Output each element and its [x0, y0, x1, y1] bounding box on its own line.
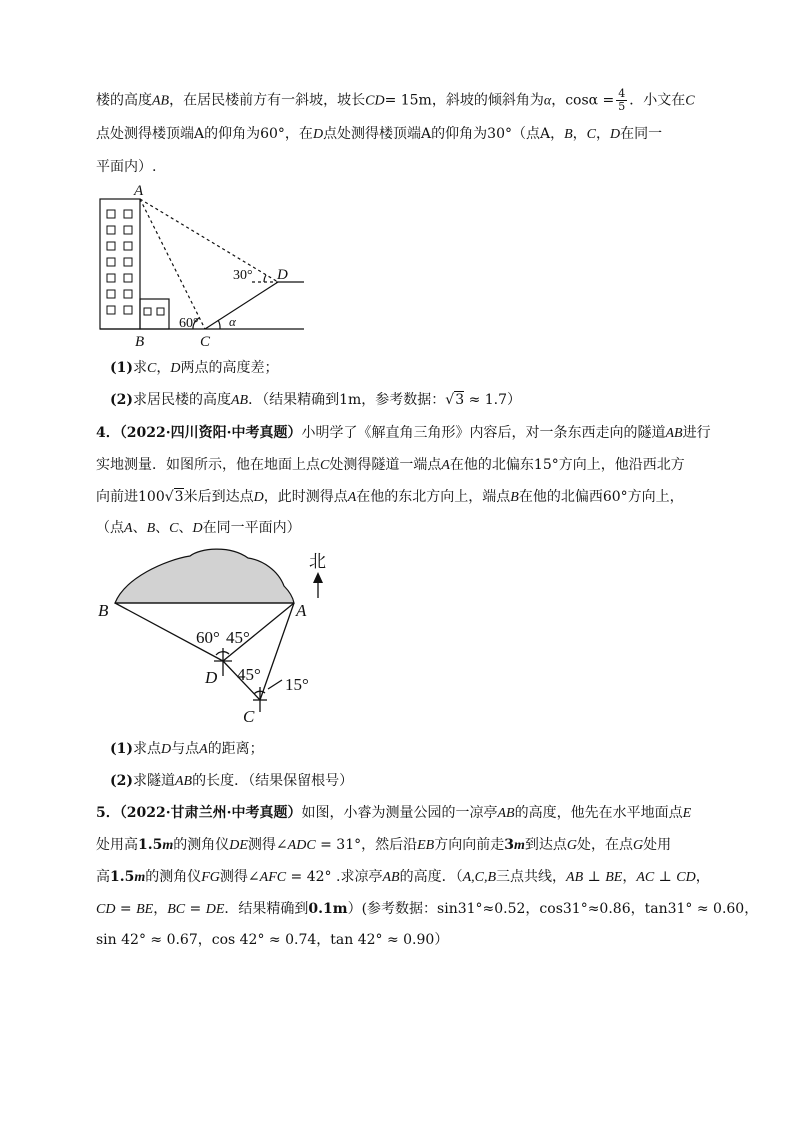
text: 求 [133, 360, 147, 376]
north-arrow-head [313, 572, 323, 583]
var: D [161, 742, 172, 757]
question-number: (1) [110, 741, 133, 757]
label-D: D [277, 267, 288, 283]
text: 、 [178, 520, 193, 536]
var: C [586, 127, 597, 142]
text: 小明学了《解直角三角形》内容后，对一条东西走向的隧道 [301, 425, 666, 441]
text: 测得∠ [247, 837, 288, 853]
var: D [170, 361, 181, 376]
text: 、 [155, 520, 170, 536]
text: 三点共线， [496, 869, 567, 885]
var: AB [382, 870, 400, 885]
var: G [632, 838, 644, 853]
p5-line-5: sin 42° ≈ 0.67，cos 42° ≈ 0.74，tan 42° ≈ 0.90） [96, 932, 449, 948]
text: = 15m，斜坡的倾斜角为 [384, 92, 544, 109]
text: ， [156, 360, 171, 376]
var: CD [96, 902, 116, 917]
text: 如图，小睿为测量公园的一凉亭 [301, 805, 498, 821]
var: E [682, 806, 692, 821]
var: A [199, 742, 208, 757]
var: AB [566, 870, 584, 885]
text: 求隧道 [133, 773, 175, 789]
var: A,C,B [462, 870, 497, 885]
problem-number: 4 [96, 425, 106, 441]
var: EB [417, 838, 435, 853]
label-45deg-D: 45° [226, 628, 250, 647]
text: ．结果精确到 [224, 901, 309, 917]
p4-line-3: 向前进100√3米后到达点D，此时测得点A在他的东北方向上，端点B在他的北偏西60°方向上， [96, 489, 684, 505]
problem-number: 5 [96, 805, 106, 821]
text: 在同一 [620, 126, 663, 142]
var: B [146, 521, 156, 536]
p3-line-3: 平面内）. [96, 159, 157, 175]
cos-expression: cosα = [565, 92, 615, 109]
label-60deg: 60° [196, 628, 220, 647]
text: 处测得隧道一端点 [329, 457, 442, 473]
label-B: B [98, 601, 109, 620]
text: 楼的高度 [96, 92, 152, 109]
text: ， [622, 869, 637, 885]
var: BE [605, 870, 623, 885]
fraction-numerator: 4 [618, 87, 626, 100]
label-A: A [296, 601, 307, 620]
text: 求居民楼的高度 [133, 392, 231, 408]
text: 在同一平面内） [202, 520, 301, 536]
text: ，在居民楼前方有一斜坡，坡长 [169, 92, 366, 109]
text: ，此时测得点 [263, 489, 348, 505]
text: ， [572, 126, 587, 142]
unit: m [162, 838, 174, 853]
var: FG [201, 870, 220, 885]
var: D [610, 127, 621, 142]
text: = [185, 901, 206, 917]
text: 实地测量．如图所示，他在地面上点 [96, 457, 320, 473]
text: 方向向前走 [434, 837, 505, 853]
text: 米后到达点 [183, 489, 254, 505]
text: ， [551, 92, 566, 109]
label-A: A [134, 183, 144, 199]
fraction-denominator: 5 [618, 100, 626, 113]
text: 到达点 [524, 837, 567, 853]
p4-question-2 [110, 771, 353, 792]
text: 处，在点 [576, 837, 633, 853]
text: ．（结果精确到1m，参考数据： [248, 392, 446, 408]
text: 两点的高度差； [180, 360, 279, 376]
text: 在他的北偏西60°方向上， [518, 489, 684, 505]
p5-line-3 [96, 867, 710, 888]
question-number: (1) [110, 360, 133, 376]
text: 求点 [133, 741, 161, 757]
p5-line-1 [96, 803, 691, 824]
var: C [320, 458, 330, 473]
var: AB [231, 393, 249, 408]
value: 3 [504, 837, 514, 853]
text: 的距离； [207, 741, 264, 757]
var: AC [636, 870, 655, 885]
var: AB [175, 774, 193, 789]
var: C [685, 93, 695, 109]
p3-question-2: (2)求居民楼的高度AB．（结果精确到1m，参考数据：√3 ≈ 1.7） [110, 392, 522, 408]
text: 在他的东北方向上，端点 [356, 489, 511, 505]
text: 向前进100 [96, 489, 165, 505]
label-north: 北 [309, 552, 326, 571]
var: A [124, 521, 133, 536]
var: AB [497, 806, 515, 821]
p5-line-2 [96, 835, 671, 856]
text: 的高度．（ [399, 869, 463, 885]
label-C: C [243, 707, 255, 726]
text: ， [695, 869, 710, 885]
text: 处用 [643, 837, 672, 853]
sqrt-radicand: 3 [174, 489, 184, 505]
text: ）(参考数据：sin31°≈0.52，cos31°≈0.86，tan31° ≈ 0.60， [347, 901, 759, 917]
var: D [192, 521, 203, 536]
label-C: C [200, 334, 211, 350]
text: 点处测得楼顶端A的仰角为30°（点A， [323, 126, 565, 142]
question-number: (2) [110, 392, 133, 408]
text: 的长度．（结果保留根号） [192, 773, 354, 789]
text: 与点 [171, 741, 200, 757]
problem-source: ．（2022·甘肃兰州·中考真题） [105, 805, 302, 821]
var: A [441, 458, 450, 473]
value: 1.5 [110, 869, 135, 885]
text: ， [153, 901, 168, 917]
text: 进行 [682, 425, 711, 441]
var: BC [167, 902, 186, 917]
var: α [543, 93, 552, 109]
label-30deg: 30° [233, 268, 253, 283]
text: ， [596, 126, 611, 142]
text: 测得∠ [219, 869, 260, 885]
unit: m [513, 838, 525, 853]
p4-question-1 [110, 739, 264, 760]
var: CD [676, 870, 696, 885]
text: 的测角仪 [173, 837, 230, 853]
var: D [312, 127, 324, 142]
problem-source: ．（2022·四川资阳·中考真题） [105, 425, 302, 441]
var: CD [365, 93, 385, 109]
var: AB [152, 93, 170, 109]
label-60deg: 60° [179, 316, 199, 331]
var: ADC [287, 838, 316, 853]
text: ⊥ [583, 869, 606, 885]
text: 、 [132, 520, 147, 536]
text: = 42° .求凉亭 [286, 869, 383, 885]
label-45deg-C: 45° [237, 665, 261, 684]
unit: m [134, 870, 146, 885]
var: B [510, 490, 519, 505]
var: C [147, 361, 157, 376]
text: 的高度，他先在水平地面点 [514, 805, 683, 821]
var: D [253, 490, 264, 505]
text: 处用高 [96, 837, 138, 853]
var: AFC [259, 870, 287, 885]
var: A [347, 490, 357, 505]
label-B: B [135, 334, 145, 350]
question-number: (2) [110, 773, 133, 789]
label-15deg: 15° [285, 675, 309, 694]
text: 在他的北偏东15°方向上，他沿西北方 [449, 457, 685, 473]
text: 点处测得楼顶端A的仰角为60°，在 [96, 126, 313, 142]
pointer-15 [268, 680, 282, 689]
var: G [566, 838, 577, 853]
text: = 31°，然后沿 [315, 837, 418, 853]
var: DE [229, 838, 248, 853]
text: ≈ 1.7） [464, 392, 522, 408]
value: 1.5 [138, 837, 163, 853]
value: 0.1m [308, 901, 348, 917]
var: DE [205, 902, 225, 917]
text: 的测角仪 [145, 869, 202, 885]
var: BE [136, 902, 154, 917]
var: C [169, 521, 179, 536]
var: AB [665, 426, 683, 441]
mountain [115, 549, 294, 603]
text: ．小文在 [629, 92, 686, 109]
var: B [564, 127, 573, 142]
text: 高 [96, 869, 110, 885]
p5-line-4 [96, 899, 758, 920]
label-D: D [205, 668, 218, 687]
text: = [115, 901, 137, 917]
sqrt-radicand: 3 [455, 392, 465, 408]
label-alpha: α [229, 314, 236, 329]
text: （点 [96, 520, 124, 536]
text: ⊥ [654, 869, 677, 885]
